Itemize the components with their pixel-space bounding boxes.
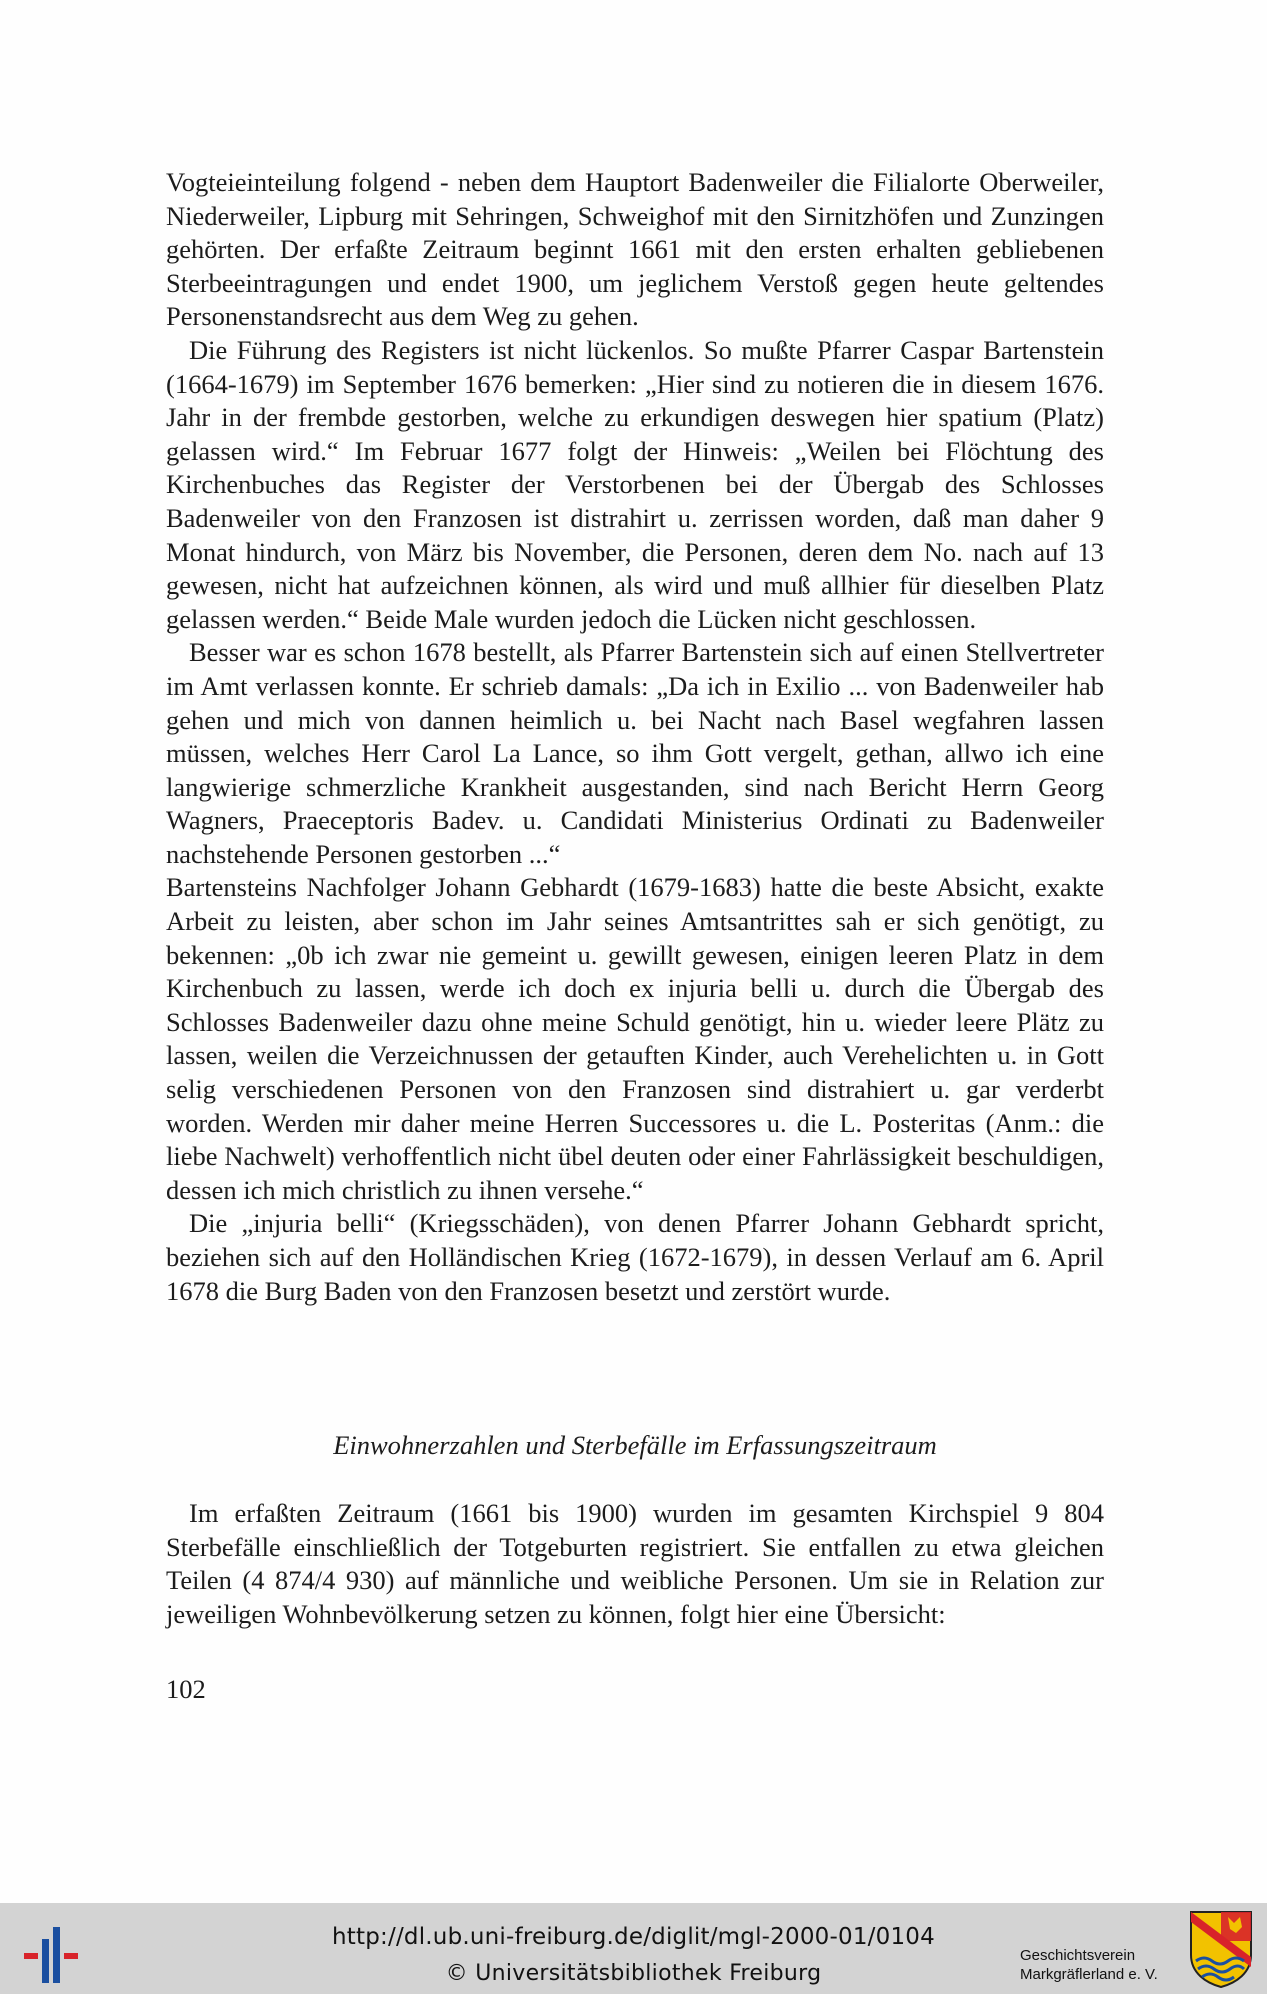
university-library-logo-icon[interactable] bbox=[12, 1909, 84, 1989]
publisher-line-2: Markgräflerland e. V. bbox=[1020, 1966, 1158, 1983]
footer-center bbox=[250, 1903, 1017, 1994]
body-text bbox=[166, 166, 1104, 1308]
copyright-text: © Universitätsbibliothek Freiburg bbox=[445, 1961, 822, 1986]
page-number: 102 bbox=[166, 1674, 206, 1704]
coat-of-arms-icon bbox=[1188, 1909, 1254, 1989]
paragraph-5: Die „injuria belli“ (Kriegsschäden), von denen Pfarrer Johann Gebhardt spricht, beziehen sich auf den Holländischen Krieg (1672-1679), in dessen Verlauf am 6. April 1678 die Burg Baden von den Franzosen besetzt und zerstört wurde. bbox=[166, 1208, 1104, 1306]
publisher-line-1: Geschichtsverein bbox=[1020, 1947, 1136, 1964]
paragraph-6: Im erfaßten Zeitraum (1661 bis 1900) wurden im gesamten Kirchspiel 9 804 Sterbefälle einschließlich der Totgeburten registriert. Sie entfallen zu etwa gleichen Teilen (4 874/4 930) auf männliche und weibliche Personen. Um sie in Relation zur jeweiligen Wohnbevölkerung setzen zu können, folgt hier eine Übersicht: bbox=[166, 1498, 1104, 1629]
footer-bar bbox=[0, 1903, 1267, 1994]
paragraph-1: Vogteieinteilung folgend - neben dem Hauptort Badenweiler die Filialorte Oberweiler, Niederweiler, Lipburg mit Sehringen, Schweighof mit den Sirnitzhöfen und Zunzingen gehörten. Der erfaßte Zeitraum beginnt 1661 mit den ersten erhalten gebliebenen Sterbeeintragungen und endet 1900, um jeglichem Verstoß gegen heute geltendes Personenstandsrecht aus dem Weg zu gehen. bbox=[166, 167, 1104, 332]
section-heading: Einwohnerzahlen und Sterbefälle im Erfassungszeitraum bbox=[333, 1430, 937, 1460]
paragraph-4: Bartensteins Nachfolger Johann Gebhardt (1679-1683) hatte die beste Absicht, exakte Arbeit zu leisten, aber schon im Jahr seines Amtsantrittes sah er sich genötigt, zu bekennen: „0b ich zwar nie gemeint u. gewillt gewesen, einigen leeren Platz in dem Kirchenbuch zu lassen, werde ich doch ex injuria belli u. durch die Übergab des Schlosses Badenweiler dazu ohne meine Schuld genötigt, hin u. wieder leere Plätz zu lassen, weilen die Verzeichnussen der getauften Kinder, auch Verehelichten u. in Gott selig verschiedenen Personen von den Franzosen sind distrahiert u. gar verderbt worden. Werden mir daher meine Herren Successores u. die L. Posteritas (Anm.: die liebe Nachwelt) verhoffentlich nicht übel deuten oder einer Fahrlässigkeit beschuldigen, dessen ich mich christlich zu ihnen versehe.“ bbox=[166, 872, 1104, 1205]
section-body-text bbox=[166, 1497, 1104, 1631]
publisher-name bbox=[1020, 1946, 1190, 1984]
paragraph-2: Die Führung des Registers ist nicht lückenlos. So mußte Pfarrer Caspar Bartenstein (1664-1679) im September 1676 bemerken: „Hier sind zu notieren die in diesem 1676. Jahr in der frembde gestorben, welche zu erkundigen deswegen hier spatium (Platz) gelassen wird.“ Im Februar 1677 folgt der Hinweis: „Weilen bei Flöchtung des Kirchenbuches das Register der Verstorbenen bei der Übergab des Schlosses Badenweiler von den Franzosen ist distrahirt u. zerrissen worden, daß man daher 9 Monat hindurch, von März bis November, die Personen, deren dem No. nach auf 13 gewesen, nicht hat aufzeichnen können, als wird und muß allhier für dieselben Platz gelassen werden.“ Beide Male wurden jedoch die Lücken nicht geschlossen. bbox=[166, 334, 1104, 634]
permalink-link[interactable]: http://dl.ub.uni-freiburg.de/diglit/mgl-2000-01/0104 bbox=[332, 1924, 935, 1950]
paragraph-3: Besser war es schon 1678 bestellt, als Pfarrer Bartenstein sich auf einen Stellvertreter im Amt verlassen konnte. Er schrieb damals: „Da ich in Exilio ... von Badenweiler hab gehen und mich von dannen heimlich u. bei Nacht nach Basel wegfahren lassen müssen, welches Herr Carol La Lance, so ihm Gott vergelt, gethan, allwo ich eine langwierige schmerzliche Krankheit ausgestanden, sind nach Bericht Herrn Georg Wagners, Praeceptoris Badev. u. Candidati Ministerius Ordinati zu Badenweiler nachstehende Personen gestorben ...“ bbox=[166, 637, 1104, 869]
